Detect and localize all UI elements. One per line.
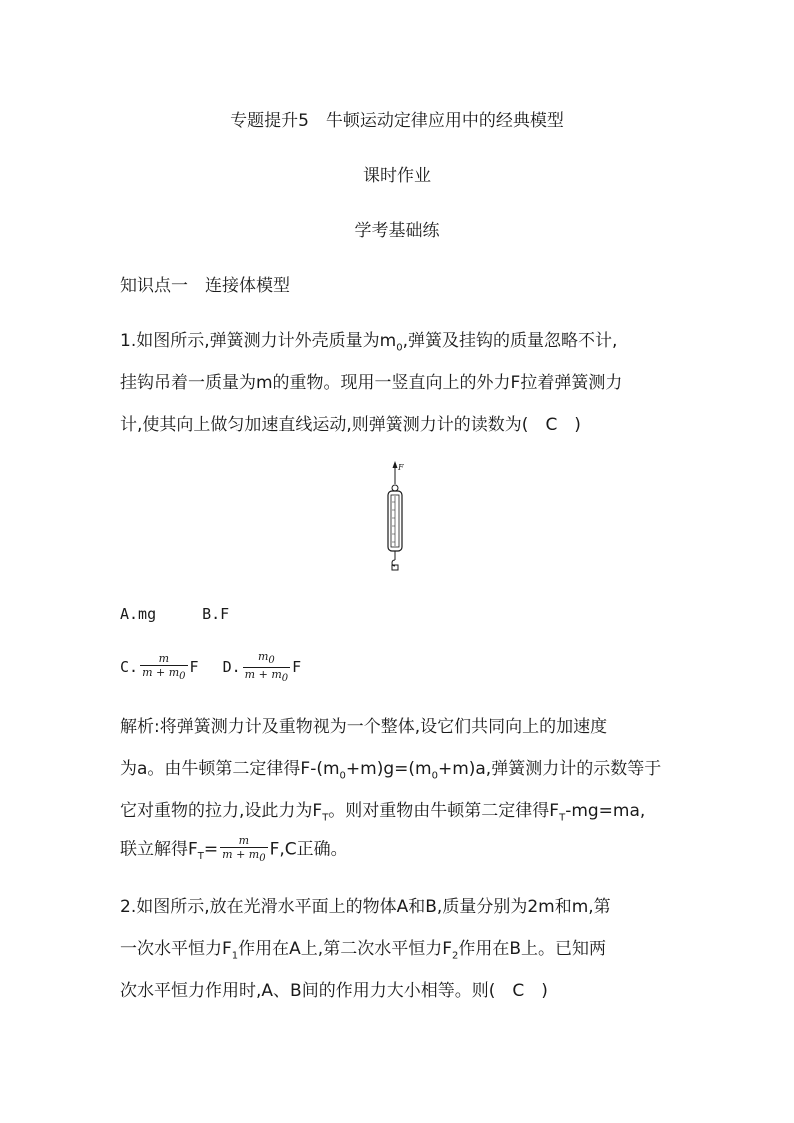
q1-option-c-denominator — [140, 666, 187, 683]
q1-stem-line3: 计,使其向上做匀加速直线运动,则弹簧测力计的读数为( C ) — [120, 415, 581, 435]
q1-option-d-den-text: m + m — [244, 668, 282, 682]
q1-analysis-fraction — [220, 834, 267, 865]
q1-analysis-line4-a: 联立解得F — [120, 839, 198, 860]
q1-option-d-num-sub: 0 — [268, 655, 275, 667]
knowledge-point-heading: 知识点一 连接体模型 — [120, 276, 290, 296]
q1-analysis-line2-a: 为a。由牛顿第二定律得F-(m — [120, 759, 340, 779]
q1-stem-line1-text: 1.如图所示,弹簧测力计外壳质量为m — [120, 331, 397, 351]
q1-analysis-line2 — [120, 754, 661, 781]
page-subtitle: 课时作业 — [363, 166, 431, 186]
q1-analysis-line3-a: 它对重物的拉力,设此力为F — [120, 801, 323, 821]
q1-stem-line2: 挂钩吊着一质量为m的重物。现用一竖直向上的外力F拉着弹簧测力 — [120, 373, 623, 393]
q1-analysis-line3-c: -mg=ma, — [565, 801, 646, 821]
q1-option-d-fraction — [243, 650, 290, 685]
q1-option-d — [222, 650, 302, 685]
q1-option-a: A.mg — [120, 605, 157, 623]
q1-options-ab — [120, 605, 229, 623]
q1-option-d-den-sub: 0 — [281, 673, 289, 685]
q1-option-b: B.F — [202, 605, 230, 623]
q1-stem-line1 — [120, 326, 617, 353]
q1-option-c-den-sub: 0 — [179, 671, 186, 683]
q1-analysis-line4-eq: = — [203, 839, 219, 860]
q1-option-d-tail: F — [292, 658, 302, 677]
q1-option-c-tail: F — [189, 658, 199, 677]
q1-option-d-num-text: m — [257, 650, 269, 663]
q1-analysis-line3-sub1: T — [322, 812, 329, 824]
q1-analysis-line3-sub2: T — [559, 812, 566, 824]
q1-option-c-prefix: C. — [120, 658, 139, 677]
q1-option-d-numerator — [243, 650, 290, 668]
spring-scale-figure — [380, 458, 420, 580]
q1-analysis-line2-b: +m)g=(m — [345, 759, 432, 779]
q1-analysis-line2-c: +m)a,弹簧测力计的示数等于 — [437, 759, 662, 779]
q2-stem-line1: 2.如图所示,放在光滑水平面上的物体A和B,质量分别为2m和m,第 — [120, 897, 611, 917]
q1-subscript: 0 — [396, 342, 403, 354]
spring-scale-icon — [380, 458, 420, 576]
q1-analysis-line2-sub1: 0 — [339, 770, 346, 782]
q1-option-d-denominator — [243, 668, 290, 685]
q2-stem-line2-sub2: 2 — [451, 950, 459, 962]
q1-analysis-line3-b: 。则对重物由牛顿第二定律得F — [328, 801, 560, 821]
q1-stem-line1-tail: ,弹簧及挂钩的质量忽略不计, — [402, 331, 618, 351]
q1-analysis-line1: 解析:将弹簧测力计及重物视为一个整体,设它们共同向上的加速度 — [120, 717, 608, 737]
q2-stem-line2-b: 作用在A上,第二次水平恒力F — [238, 939, 452, 959]
q1-analysis-numerator: m — [220, 834, 267, 848]
q1-analysis-line4-tail: F,C正确。 — [269, 839, 348, 860]
q1-analysis-line2-sub2: 0 — [431, 770, 438, 782]
section-heading: 学考基础练 — [354, 221, 440, 241]
q1-analysis-den-sub: 0 — [259, 853, 266, 865]
q1-analysis-den-text: m + m — [222, 848, 260, 861]
q1-option-d-prefix: D. — [222, 658, 241, 677]
q2-stem-line2-sub1: 1 — [231, 950, 239, 962]
q2-stem-line3: 次水平恒力作用时,A、B间的作用力大小相等。则( C ) — [120, 981, 548, 1001]
q1-option-c-numerator: m — [140, 652, 187, 666]
page-title: 专题提升5 牛顿运动定律应用中的经典模型 — [230, 111, 564, 131]
q1-option-c-den-text: m + m — [142, 666, 180, 680]
q1-option-c-fraction — [140, 652, 187, 683]
force-label: F — [398, 463, 404, 472]
q2-stem-line2-c: 作用在B上。已知两 — [458, 939, 607, 959]
q1-option-c — [120, 652, 199, 683]
q2-stem-line2-a: 一次水平恒力F — [120, 939, 232, 959]
q1-options-cd — [120, 650, 301, 685]
q1-analysis-line4-sub: T — [197, 850, 204, 862]
q1-analysis-line3 — [120, 796, 645, 823]
q1-analysis-line4 — [120, 834, 348, 865]
q1-analysis-denominator — [220, 848, 267, 865]
q2-stem-line2 — [120, 934, 606, 961]
